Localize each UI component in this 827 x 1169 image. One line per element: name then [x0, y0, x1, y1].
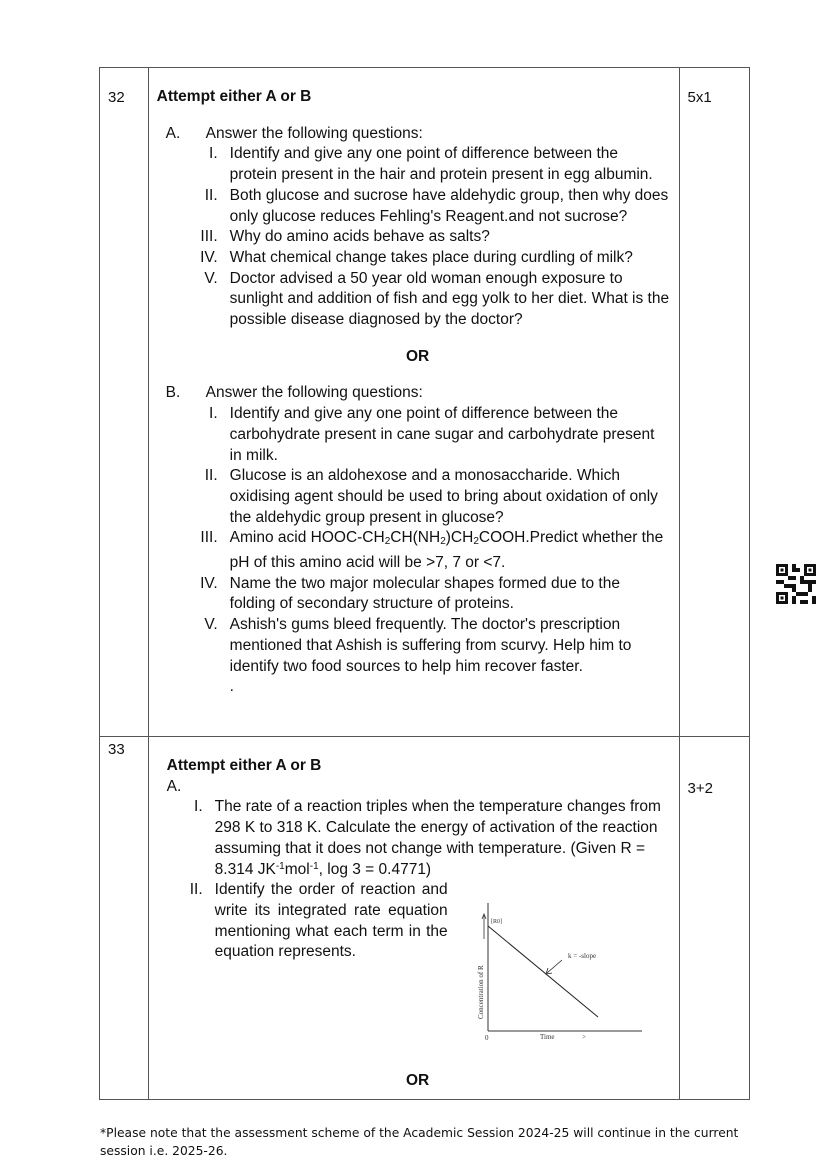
list-item	[167, 797, 679, 880]
y-axis-label: Concentration of R	[477, 965, 485, 1019]
item-numeral: V.	[204, 269, 218, 287]
origin-label: 0	[485, 1034, 489, 1042]
list-item	[157, 574, 679, 615]
section-intro: Answer the following questions:	[205, 384, 423, 402]
item-text: The rate of a reaction triples when the temperature changes from 298 K to 318 K. Calculate the energy of activation of the reaction assuming that it does not change with temperature. (Given R = 8.314 $JK^{-1}mol^{-1}$, log 3 = 0.4771)	[214, 798, 661, 878]
or-divider: OR	[405, 347, 430, 365]
item-text: Identify the order of reaction and write its integrated rate equation mentioning what each term in the equation represents.	[214, 881, 448, 961]
item-text: Ashish's gums bleed frequently. The doctor's prescription mentioned that Ashish is suffering from scurvy. Help him to identify two food sources to help him recover faster.	[229, 616, 632, 675]
footer-note: *Please note that the assessment scheme of the Academic Session 2024-25 will continue in the current session i.e. 2025-26.	[100, 1126, 739, 1158]
list-item	[157, 466, 679, 528]
x-arrow-icon: >	[582, 1033, 586, 1041]
question-row-32	[100, 68, 750, 737]
slope-annotation: k = -slope	[568, 952, 597, 960]
list-item	[157, 269, 679, 331]
qr-code-icon	[776, 564, 816, 604]
rate-line	[488, 926, 598, 1017]
list-item	[157, 186, 679, 227]
list-item	[157, 144, 679, 185]
item-numeral: I.	[209, 145, 218, 163]
section-b	[157, 383, 679, 404]
question-number: 32	[108, 89, 125, 106]
question-marks: 5x1	[687, 89, 712, 106]
list-item	[157, 528, 679, 573]
item-numeral: V.	[204, 616, 218, 634]
item-text: Why do amino acids behave as salts?	[229, 228, 490, 246]
item-numeral: IV.	[200, 574, 218, 592]
list-item	[157, 404, 679, 466]
section-letter: A.	[165, 124, 181, 142]
list-item	[157, 248, 679, 269]
section-intro: Answer the following questions:	[205, 124, 423, 142]
question-table	[99, 67, 750, 1100]
item-numeral: II.	[204, 467, 218, 485]
item-text: Glucose is an aldohexose and a monosaccharide. Which oxidising agent should be used to bring about oxidation of only the aldehydic group present in glucose?	[229, 467, 658, 526]
question-number: 33	[108, 741, 125, 758]
x-axis-label: Time	[540, 1033, 555, 1041]
item-text: Both glucose and sucrose have aldehydic group, then why does only glucose reduces Fehling's Reagent.and not sucrose?	[229, 186, 669, 225]
item-numeral: II.	[204, 186, 218, 204]
item-text: Identify and give any one point of difference between the protein present in the hair and protein present in egg albumin.	[229, 145, 653, 184]
question-row-33	[100, 737, 750, 1100]
item-numeral: II.	[189, 881, 203, 899]
section-a	[157, 124, 679, 145]
item-numeral: III.	[200, 529, 218, 547]
item-text: Identify and give any one point of difference between the carbohydrate present in cane sugar and carbohydrate present in milk.	[229, 405, 655, 464]
question-instruction: Attempt either A or B	[166, 757, 322, 774]
section-letter: B.	[165, 384, 181, 402]
or-divider: OR	[405, 1072, 430, 1090]
list-item	[157, 615, 679, 677]
section-letter: A.	[166, 777, 182, 795]
item-text: Amino acid HOOC-$CH_2CH(NH_2)CH_2COOH.Predict$ whether the pH of this amino acid will be >7, 7 or <7.	[229, 529, 664, 572]
intercept-label: [R0]	[491, 919, 502, 925]
item-numeral: I.	[209, 405, 218, 423]
item-text: What chemical change takes place during curdling of milk?	[229, 248, 633, 266]
item-numeral: IV.	[200, 248, 218, 266]
item-numeral: III.	[200, 228, 218, 246]
item-text: Name the two major molecular shapes formed due to the folding of secondary structure of proteins.	[229, 574, 620, 613]
question-marks: 3+2	[687, 780, 713, 797]
concentration-time-graph	[470, 893, 650, 1043]
list-item	[157, 227, 679, 248]
item-text: Doctor advised a 50 year old woman enough exposure to sunlight and addition of fish and egg yolk to her diet. What is the possible disease diagnosed by the doctor?	[229, 269, 670, 329]
item-numeral: I.	[194, 798, 203, 816]
trailing-dot: .	[229, 678, 234, 696]
question-instruction: Attempt either A or B	[156, 88, 312, 105]
annotation-arrow-icon	[547, 960, 562, 973]
